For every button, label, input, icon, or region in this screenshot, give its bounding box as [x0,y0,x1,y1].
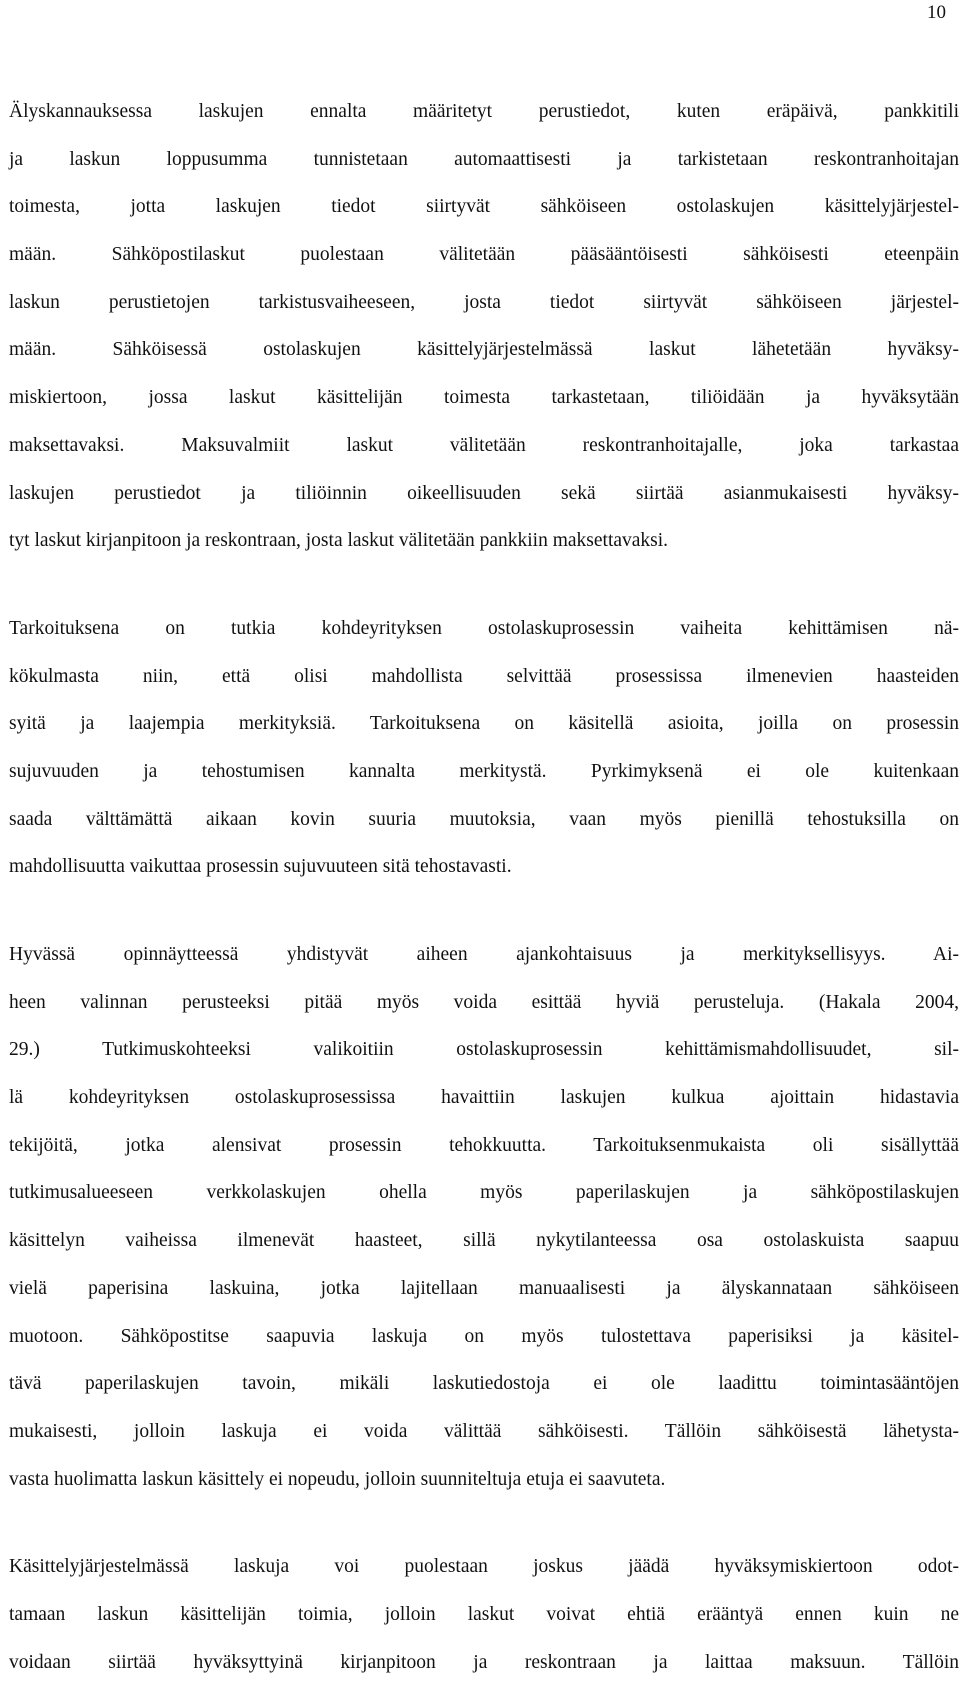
text-line: sujuvuuden ja tehostumisen kannalta merkitystä. Pyrkimyksenä ei ole kuitenkaan [9,760,959,782]
paragraph-1 [9,88,959,565]
text-line: vasta huolimatta laskun käsittely ei nopeudu, jolloin suunniteltuja etuja ei saavuteta. [9,1468,666,1490]
text-line: 29.) Tutkimuskohteeksi valikoitiin ostolaskuprosessin kehittämismahdollisuudet, sil- [9,1039,959,1061]
text-line: mään. Sähköpostilaskut puolestaan välitetään pääsääntöisesti sähköisesti eteenpäin [9,244,959,266]
text-line: voidaan siirtää hyväksyttyinä kirjanpitoon ja reskontraan ja laittaa maksuun. Tällöin [9,1651,959,1673]
text-line: heen valinnan perusteeksi pitää myös voida esittää hyviä perusteluja. (Hakala 2004, [9,991,959,1013]
text-line: kökulmasta niin, että olisi mahdollista selvittää prosessissa ilmenevien haasteiden [9,665,959,687]
text-line: laskujen perustiedot ja tiliöinnin oikeellisuuden sekä siirtää asianmukaisesti hyväksy- [9,482,959,504]
text-line: syitä ja laajempia merkityksiä. Tarkoituksena on käsitellä asioita, joilla on prosessin [9,713,959,735]
text-line: mään. Sähköisessä ostolaskujen käsittelyjärjestelmässä laskut lähetetään hyväksy- [9,339,959,361]
text-line: tävä paperilaskujen tavoin, mikäli laskutiedostoja ei ole laadittu toimintasääntöjen [9,1373,959,1395]
text-line: vielä paperisina laskuina, jotka lajitellaan manuaalisesti ja älyskannataan sähköiseen [9,1277,959,1299]
text-line: saada välttämättä aikaan kovin suuria muutoksia, vaan myös pienillä tehostuksilla on [9,808,959,830]
text-line: muotoon. Sähköpostitse saapuvia laskuja on myös tulostettava paperisiksi ja käsitel- [9,1325,959,1347]
text-line: mukaisesti, jolloin laskuja ei voida välittää sähköisesti. Tällöin sähköisestä lähetysta- [9,1420,959,1442]
text-line: tekijöitä, jotka alensivat prosessin tehokkuutta. Tarkoituksenmukaista oli sisällyttää [9,1134,959,1156]
paragraph-2 [9,605,959,891]
text-line: Tarkoituksena on tutkia kohdeyrityksen ostolaskuprosessin vaiheita kehittämisen nä- [9,617,959,639]
text-line: mahdollisuutta vaikuttaa prosessin sujuvuuteen sitä tehostavasti. [9,856,512,878]
text-line: ja laskun loppusumma tunnistetaan automaattisesti ja tarkistetaan reskontranhoitajan [9,148,959,170]
text-line: tutkimusalueeseen verkkolaskujen ohella myös paperilaskujen ja sähköpostilaskujen [9,1182,959,1204]
paragraph-gap [9,565,959,605]
text-line: tyt laskut kirjanpitoon ja reskontraan, josta laskut välitetään pankkiin maksettavaksi. [9,530,669,552]
paragraph-4 [9,1543,959,1686]
text-line: laskun perustietojen tarkistusvaiheeseen, josta tiedot siirtyvät sähköiseen järjestel- [9,291,959,313]
paragraph-3 [9,931,959,1503]
text-line: Hyvässä opinnäytteessä yhdistyvät aiheen ajankohtaisuus ja merkityksellisyys. Ai- [9,944,959,965]
text-line: lä kohdeyrityksen ostolaskuprosessissa havaittiin laskujen kulkua ajoittain hidastavia [9,1087,959,1109]
paragraph-gap [9,891,959,931]
text-line: miskiertoon, jossa laskut käsittelijän toimesta tarkastetaan, tiliöidään ja hyväksytään [9,387,959,409]
paragraph-gap [9,1503,959,1543]
text-line: tamaan laskun käsittelijän toimia, jolloin laskut voivat ehtiä erääntyä ennen kuin ne [9,1603,959,1625]
page-number: 10 [927,2,946,23]
text-line: käsittelyn vaiheissa ilmenevät haasteet, sillä nykytilanteessa osa ostolaskuista saapuu [9,1230,959,1252]
text-line: toimesta, jotta laskujen tiedot siirtyvät sähköiseen ostolaskujen käsittelyjärjestel- [9,196,959,218]
text-line: Älyskannauksessa laskujen ennalta määritetyt perustiedot, kuten eräpäivä, pankkitili [9,101,959,122]
text-line: Käsittelyjärjestelmässä laskuja voi puolestaan joskus jäädä hyväksymiskiertoon odot- [9,1556,959,1578]
text-line: maksettavaksi. Maksuvalmiit laskut välitetään reskontranhoitajalle, joka tarkastaa [9,434,959,456]
body-text [9,88,959,1686]
